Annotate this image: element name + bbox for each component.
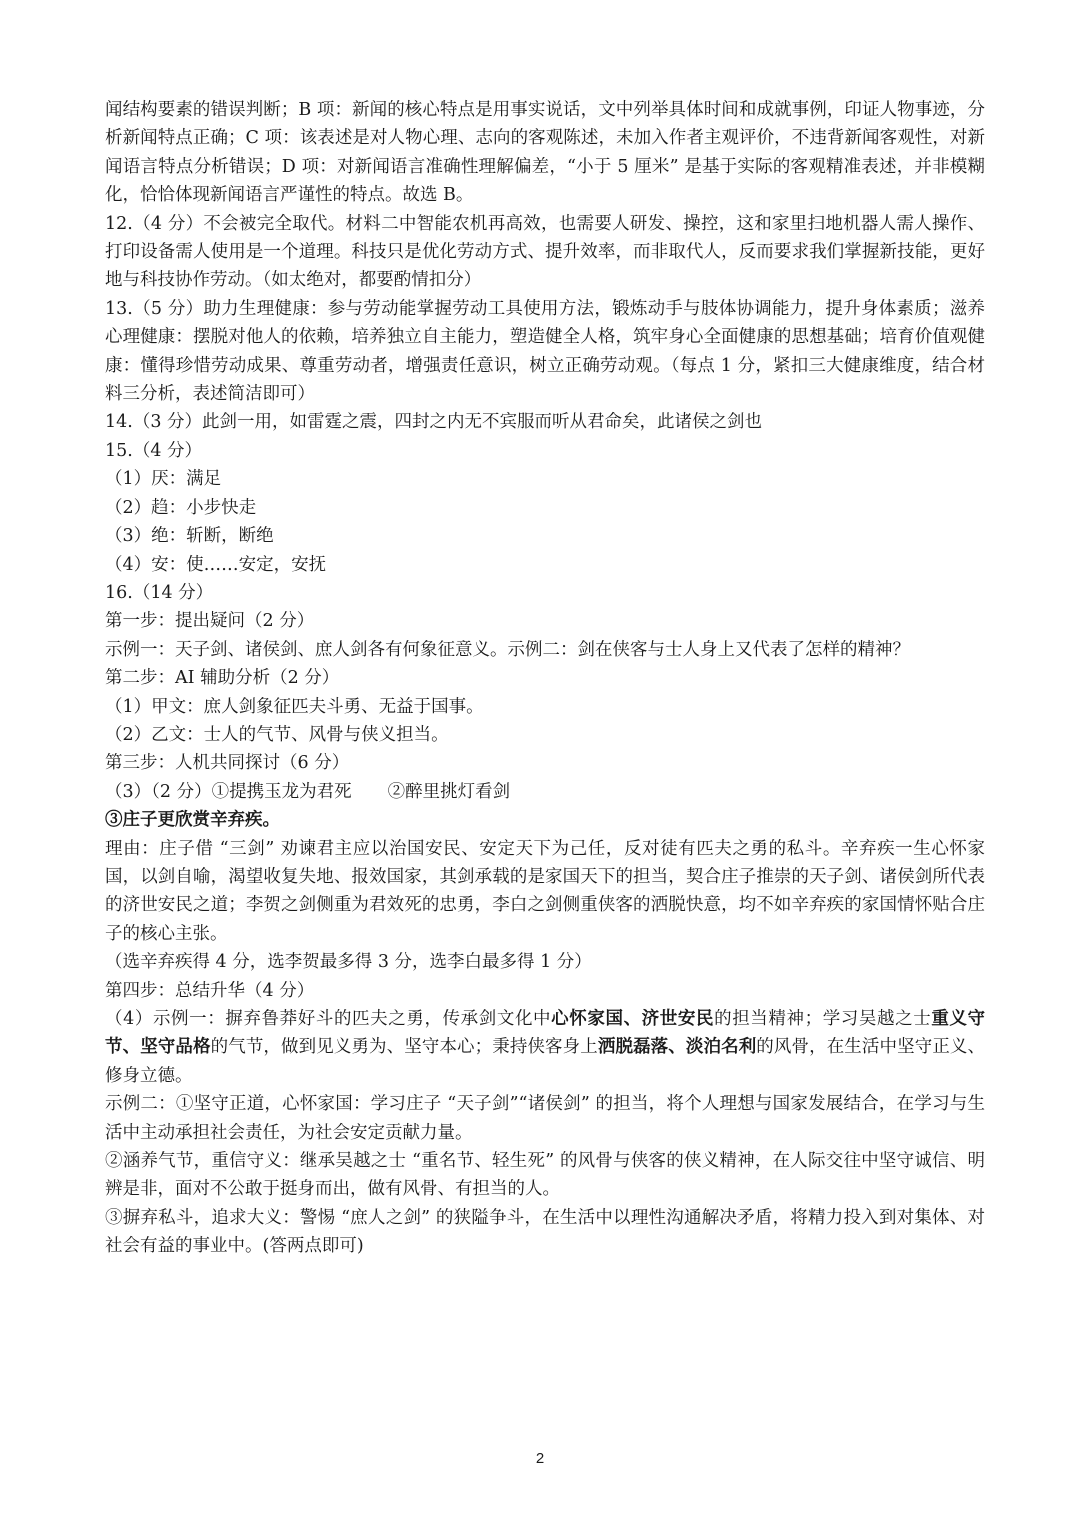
step-2-item-1: （1）甲文：庶人剑象征匹夫斗勇、无益于国事。: [105, 696, 484, 717]
step-2-item-2: （2）乙文：士人的气节、风骨与侠义担当。: [105, 724, 449, 745]
answer-q15-item-2: （2）趋：小步快走: [105, 497, 257, 518]
step-1-heading: 第一步：提出疑问（2 分）: [105, 611, 315, 632]
step-3-reason: 理由：庄子借 “三剑” 劝谏君主应以治国安民、安定天下为己任，反对徒有匹夫之勇的私斗。辛弃疾一生心怀家国，以剑自喻，渴望收复失地、报效国家，其剑承载的是家国天下的担当，契合庄子推崇的天子剑、诸侯剑所代表的济世安民之道；李贺之剑侧重为君效死的忠勇，李白之剑侧重侠客的洒脱快意，均不如辛弃疾的家国情怀贴合庄子的核心主张。: [105, 838, 985, 944]
answer-q12: 12.（4 分）不会被完全取代。材料二中智能农机再高效，也需要人研发、操控，这和家里扫地机器人需人操作、打印设备需人使用是一个道理。科技只是优化劳动方式、提升效率，而非取代人，反而要求我们掌握新技能，更好地与科技协作劳动。（如太绝对，都要酌情扣分）: [105, 213, 985, 291]
step-3-conclusion-bold: ③庄子更欣赏辛弃疾。: [105, 810, 280, 831]
step-2-heading: 第二步：AI 辅助分析（2 分）: [105, 668, 340, 689]
answer-q16-heading: 16.（14 分）: [105, 582, 214, 603]
step-4-bold-b: 重义守节、坚守品格: [105, 1009, 986, 1058]
step-3-quote-a: （3）（2 分）①提携玉龙为君死: [105, 781, 352, 802]
step-4-text-d: 的风骨，在生活中坚守正义、修身立德。: [105, 1037, 986, 1086]
step-3-heading: 第三步：人机共同探讨（6 分）: [105, 753, 350, 774]
answer-q15-item-3: （3）绝：斩断，断绝: [105, 526, 274, 547]
step-4-text-c: 的气节，做到见义勇为、坚守本心；秉持侠客身上: [210, 1037, 598, 1058]
step-3-quote-b: ②醉里挑灯看剑: [387, 781, 511, 802]
step-4-example-2-point-1: 示例二：①坚守正道，心怀家国：学习庄子 “天子剑”“诸侯剑” 的担当，将个人理想与国家发展结合，在学习与生活中主动承担社会责任，为社会安定贡献力量。: [105, 1094, 985, 1143]
step-4-example-2-point-3: ③摒弃私斗，追求大义：警惕 “庶人之剑” 的狭隘争斗，在生活中以理性沟通解决矛盾，将精力投入到对集体、对社会有益的事业中。(答两点即可): [105, 1207, 985, 1257]
answer-key-body: [105, 96, 985, 1261]
page-number: 2: [535, 1450, 545, 1467]
step-4-bold-c: 洒脱磊落、淡泊名利: [597, 1037, 757, 1058]
answer-q11-continued: 闻结构要素的错误判断；B 项：新闻的核心特点是用事实说话，文中列举具体时间和成就事例，印证人物事迹，分析新闻特点正确；C 项：该表述是对人物心理、志向的客观陈述，未加入作者主观评价，不违背新闻客观性，对新闻语言特点分析错误；D 项：对新闻语言准确性理解偏差，“小于 5 厘米” 是基于实际的客观精准表述，并非模糊化，恰恰体现新闻语言严谨性的特点。故选 B。: [105, 100, 985, 206]
step-4-example-1: [105, 1005, 985, 1090]
step-4-bold-a: 心怀家国、济世安民: [551, 1009, 715, 1029]
step-4-heading: 第四步：总结升华（4 分）: [105, 980, 315, 1001]
step-3-scoring-note: （选辛弃疾得 4 分，选李贺最多得 3 分，选李白最多得 1 分）: [105, 952, 592, 973]
step-3-item-3: [105, 778, 985, 806]
answer-q14: 14.（3 分）此剑一用，如雷霆之震，四封之内无不宾服而听从君命矣，此诸侯之剑也: [105, 412, 763, 433]
answer-q15-item-1: （1）厌：满足: [105, 469, 222, 490]
step-4-text-a: （4）示例一：摒弃鲁莽好斗的匹夫之勇，传承剑文化中: [105, 1009, 552, 1029]
answer-q13: 13.（5 分）助力生理健康：参与劳动能掌握劳动工具使用方法，锻炼动手与肢体协调能力，提升身体素质；滋养心理健康：摆脱对他人的依赖，培养独立自主能力，塑造健全人格，筑牢身心全面健康的思想基础；培育价值观健康：懂得珍惜劳动成果、尊重劳动者，增强责任意识，树立正确劳动观。（每点 1 分，紧扣三大健康维度，结合材料三分析，表述简洁即可）: [105, 298, 985, 405]
answer-q15-item-4: （4）安：使……安定，安抚: [105, 554, 327, 575]
step-4-example-2-point-2: ②涵养气节，重信守义：继承吴越之士 “重名节、轻生死” 的风骨与侠客的侠义精神，在人际交往中坚守诚信、明辨是非，面对不公敢于挺身而出，做有风骨、有担当的人。: [105, 1151, 985, 1200]
step-3-conclusion: [105, 806, 985, 834]
step-4-text-b: 的担当精神；学习吴越之士: [714, 1009, 932, 1029]
step-1-examples: 示例一：天子剑、诸侯剑、庶人剑各有何象征意义。示例二：剑在侠客与士人身上又代表了怎样的精神？: [105, 639, 910, 660]
answer-q15-heading: 15.（4 分）: [105, 440, 203, 461]
